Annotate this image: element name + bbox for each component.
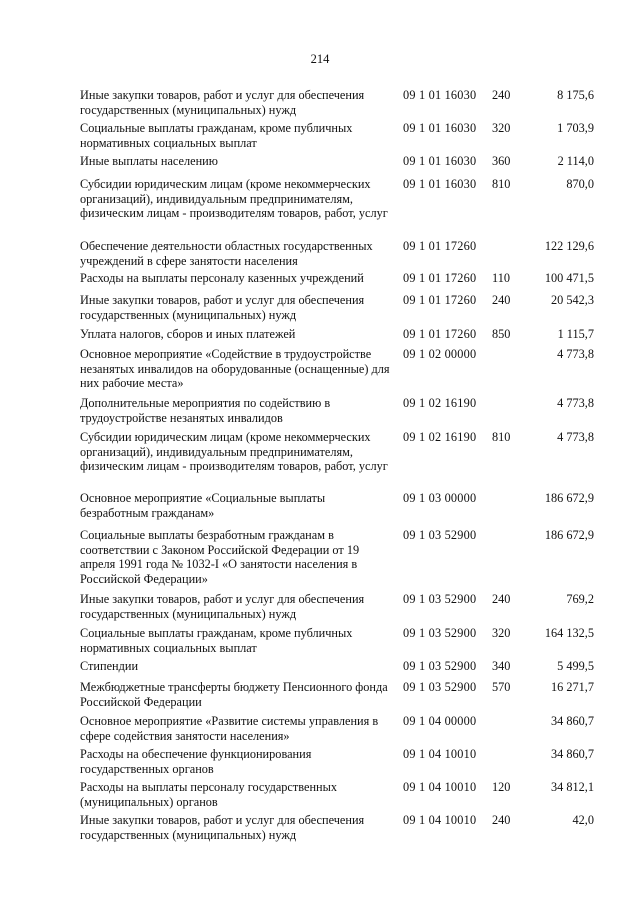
row-name: Дополнительные мероприятия по содействию в трудоустройстве незанятых инвалидов — [80, 396, 331, 425]
row-expense-type: 340 — [492, 659, 511, 673]
row-code: 09 1 01 16030 — [403, 121, 477, 135]
row-name: Иные закупки товаров, работ и услуг для обеспечения государственных (муниципальных) нужд — [80, 293, 365, 322]
row-name: Субсидии юридическим лицам (кроме некоммерческих организаций), индивидуальным предпринимателям, физическим лицам - производителям товаров, работ, услуг — [80, 430, 388, 473]
row-name: Социальные выплаты безработным гражданам в соответствии с Законом Российской Федерации от 19 апреля 1991 года № 1032-I «О занятости населения в Российской Федерации» — [80, 528, 360, 586]
row-expense-type: 810 — [492, 177, 511, 191]
row-code: 09 1 01 17260 — [403, 271, 477, 285]
row-name: Социальные выплаты гражданам, кроме публичных нормативных социальных выплат — [80, 626, 353, 655]
row-expense-type: 810 — [492, 430, 511, 444]
row-amount: 5 499,5 — [557, 659, 594, 673]
row-name: Иные закупки товаров, работ и услуг для обеспечения государственных (муниципальных) нужд — [80, 88, 365, 117]
row-code: 09 1 04 10010 — [403, 747, 477, 761]
row-code: 09 1 03 52900 — [403, 592, 477, 606]
row-expense-type: 120 — [492, 780, 511, 794]
row-amount: 870,0 — [566, 177, 594, 191]
row-amount: 16 271,7 — [550, 680, 594, 694]
row-name: Субсидии юридическим лицам (кроме некоммерческих организаций), индивидуальным предпринимателям, физическим лицам - производителям товаров, работ, услуг — [80, 177, 388, 220]
row-expense-type: 320 — [492, 121, 511, 135]
row-amount: 34 812,1 — [550, 780, 594, 794]
row-name: Стипендии — [80, 659, 139, 673]
row-amount: 4 773,8 — [557, 430, 594, 444]
row-amount: 4 773,8 — [557, 347, 594, 361]
row-code: 09 1 03 52900 — [403, 659, 477, 673]
row-code: 09 1 01 16030 — [403, 154, 477, 168]
row-code: 09 1 01 17260 — [403, 327, 477, 341]
row-amount: 20 542,3 — [550, 293, 594, 307]
row-name: Социальные выплаты гражданам, кроме публичных нормативных социальных выплат — [80, 121, 353, 150]
row-code: 09 1 03 00000 — [403, 491, 477, 505]
row-expense-type: 360 — [492, 154, 511, 168]
row-amount: 2 114,0 — [557, 154, 594, 168]
row-name: Основное мероприятие «Развитие системы управления в сфере содействия занятости населения» — [80, 714, 379, 743]
row-amount: 4 773,8 — [557, 396, 594, 410]
row-code: 09 1 04 00000 — [403, 714, 477, 728]
row-expense-type: 240 — [492, 293, 511, 307]
row-amount: 34 860,7 — [550, 714, 594, 728]
row-amount: 186 672,9 — [544, 491, 594, 505]
row-expense-type: 240 — [492, 88, 511, 102]
row-name: Основное мероприятие «Социальные выплаты безработным гражданам» — [80, 491, 326, 520]
row-code: 09 1 03 52900 — [403, 528, 477, 542]
row-name: Иные закупки товаров, работ и услуг для обеспечения государственных (муниципальных) нужд — [80, 813, 365, 842]
row-amount: 34 860,7 — [550, 747, 594, 761]
row-expense-type: 320 — [492, 626, 511, 640]
row-code: 09 1 02 00000 — [403, 347, 477, 361]
row-amount: 122 129,6 — [544, 239, 594, 253]
row-name: Основное мероприятие «Содействие в трудоустройстве незанятых инвалидов на оборудованные (оснащенные) для них рабочие места» — [80, 347, 390, 390]
row-name: Обеспечение деятельности областных государственных учреждений в сфере занятости населения — [80, 239, 373, 268]
row-expense-type: 110 — [492, 271, 510, 285]
row-code: 09 1 01 16030 — [403, 177, 477, 191]
page-number: 214 — [310, 52, 330, 66]
row-amount: 1 115,7 — [557, 327, 594, 341]
row-name: Расходы на выплаты персоналу государственных (муниципальных) органов — [80, 780, 338, 809]
row-code: 09 1 04 10010 — [403, 780, 477, 794]
row-code: 09 1 02 16190 — [403, 430, 477, 444]
row-name: Иные выплаты населению — [80, 154, 218, 168]
row-amount: 769,2 — [566, 592, 594, 606]
row-name: Расходы на обеспечение функционирования государственных органов — [80, 747, 312, 776]
row-code: 09 1 04 10010 — [403, 813, 477, 827]
row-amount: 8 175,6 — [557, 88, 594, 102]
row-name: Уплата налогов, сборов и иных платежей — [80, 327, 296, 341]
row-expense-type: 240 — [492, 592, 511, 606]
row-amount: 42,0 — [572, 813, 594, 827]
row-amount: 186 672,9 — [544, 528, 594, 542]
row-amount: 164 132,5 — [544, 626, 594, 640]
row-code: 09 1 03 52900 — [403, 680, 477, 694]
row-name: Иные закупки товаров, работ и услуг для обеспечения государственных (муниципальных) нужд — [80, 592, 365, 621]
row-expense-type: 570 — [492, 680, 511, 694]
row-expense-type: 240 — [492, 813, 511, 827]
row-amount: 100 471,5 — [544, 271, 594, 285]
row-code: 09 1 02 16190 — [403, 396, 477, 410]
row-amount: 1 703,9 — [557, 121, 594, 135]
row-expense-type: 850 — [492, 327, 511, 341]
row-code: 09 1 01 17260 — [403, 293, 477, 307]
row-code: 09 1 01 16030 — [403, 88, 477, 102]
row-name: Межбюджетные трансферты бюджету Пенсионного фонда Российской Федерации — [80, 680, 388, 709]
row-code: 09 1 01 17260 — [403, 239, 477, 253]
row-code: 09 1 03 52900 — [403, 626, 477, 640]
row-name: Расходы на выплаты персоналу казенных учреждений — [80, 271, 364, 285]
